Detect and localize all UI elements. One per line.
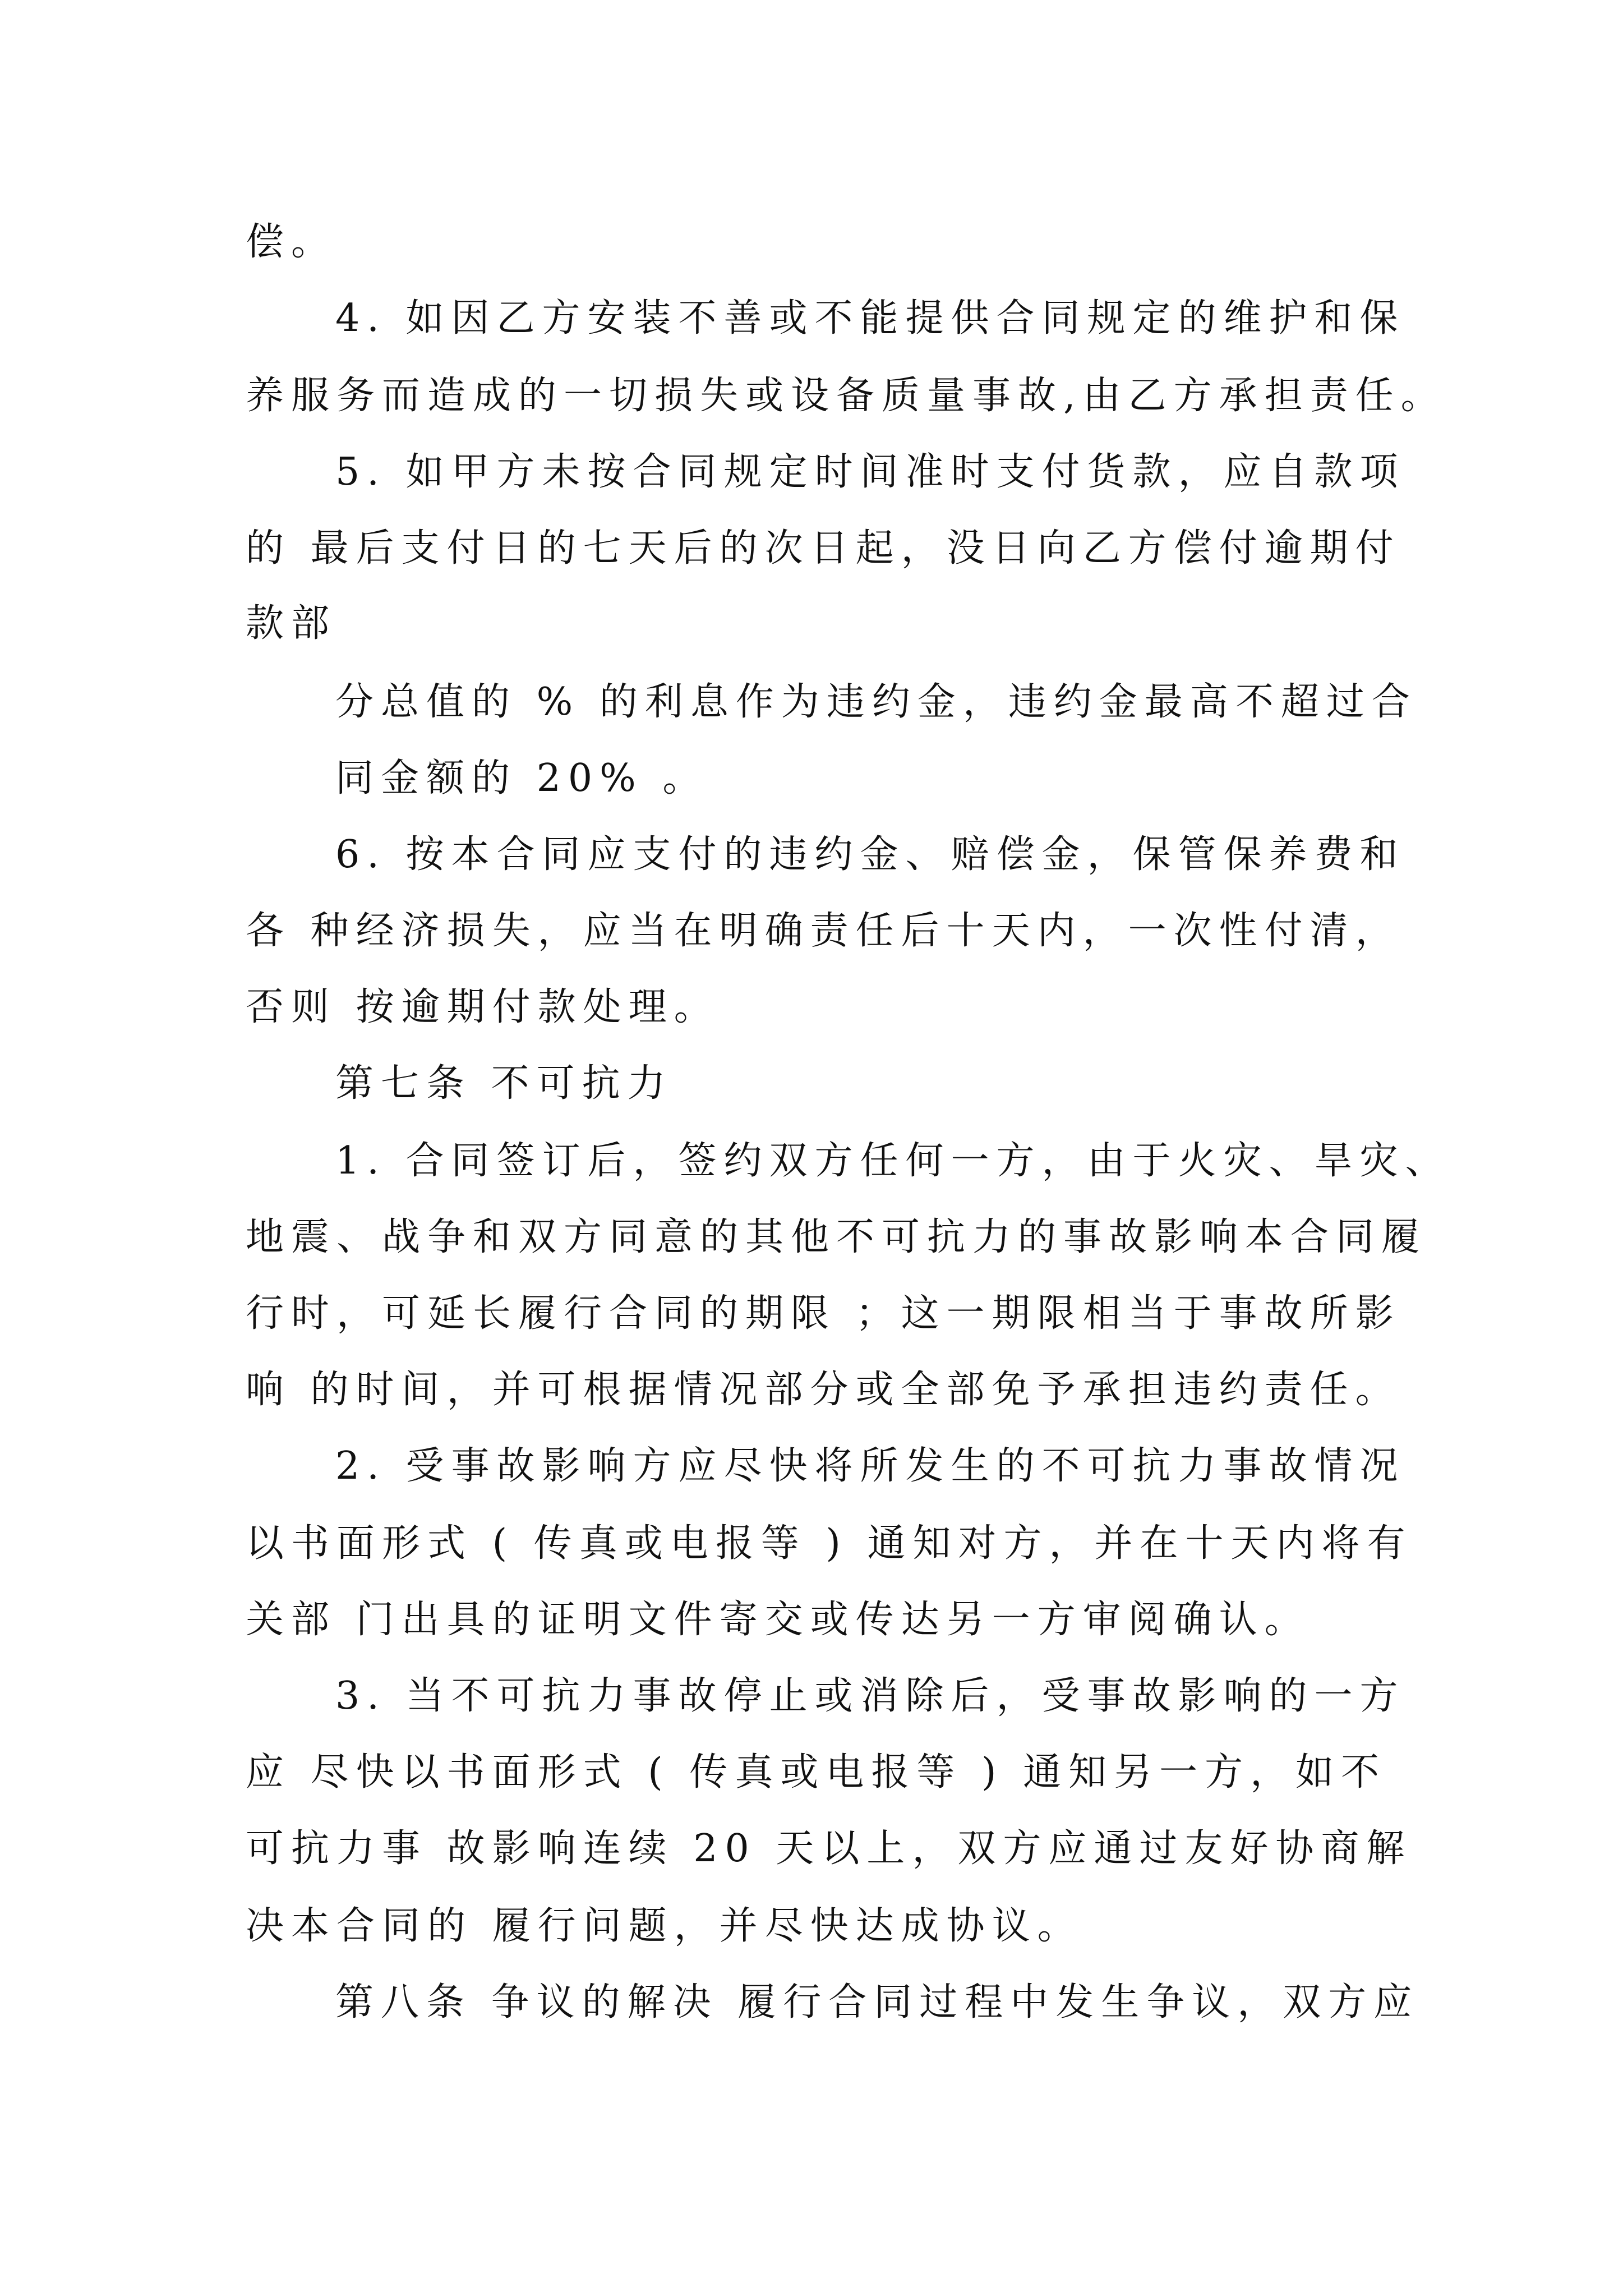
text-line-2: 4. 如因乙方安装不善或不能提供合同规定的维护和保 <box>335 296 1405 341</box>
text-line-5: 的 最后支付日的七天后的次日起，没日向乙方偿付逾期付 <box>246 526 1401 570</box>
text-line-18: 以书面形式 ( 传真或电报等 ) 通知对方，并在十天内将有 <box>246 1521 1413 1566</box>
text-line-4: 5. 如甲方未按合同规定时间准时支付货款，应自款项 <box>335 450 1405 494</box>
text-line-12: 第七条 不可抗力 <box>335 1061 673 1106</box>
text-line-16: 响 的时间，并可根据情况部分或全部免予承担违约责任。 <box>246 1368 1401 1412</box>
text-line-15: 行时，可延长履行合同的期限 ；这一期限相当于事故所影 <box>246 1291 1401 1336</box>
text-line-22: 可抗力事 故影响连续 20 天以上，双方应通过友好协商解 <box>246 1826 1412 1871</box>
text-line-3: 养服务而造成的一切损失或设备质量事故,由乙方承担责任。 <box>246 374 1446 418</box>
text-line-13: 1. 合同签订后，签约双方任何一方，由于火灾、旱灾、 <box>335 1139 1451 1183</box>
text-line-19: 关部 门出具的证明文件寄交或传达另一方审阅确认。 <box>246 1598 1310 1642</box>
text-line-17: 2. 受事故影响方应尽快将所发生的不可抗力事故情况 <box>335 1444 1405 1488</box>
text-line-11: 否则 按逾期付款处理。 <box>246 985 720 1029</box>
text-line-10: 各 种经济损失，应当在明确责任后十天内，一次性付清， <box>246 909 1401 953</box>
text-line-24: 第八条 争议的解决 履行合同过程中发生争议，双方应 <box>335 1980 1419 2024</box>
text-line-9: 6. 按本合同应支付的违约金、赔偿金，保管保养费和 <box>335 832 1405 877</box>
text-line-6: 款部 <box>246 601 337 646</box>
text-line-1: 偿。 <box>246 220 337 264</box>
text-line-14: 地震、战争和双方同意的其他不可抗力的事故影响本合同履 <box>246 1215 1427 1259</box>
text-line-21: 应 尽快以书面形式 ( 传真或电报等 ) 通知另一方，如不 <box>246 1750 1387 1795</box>
text-line-7: 分总值的 % 的利息作为违约金，违约金最高不超过合 <box>335 680 1417 724</box>
text-line-8: 同金额的 20% 。 <box>335 756 708 800</box>
text-line-23: 决本合同的 履行问题，并尽快达成协议。 <box>246 1904 1083 1948</box>
text-line-20: 3. 当不可抗力事故停止或消除后，受事故影响的一方 <box>335 1674 1405 1718</box>
